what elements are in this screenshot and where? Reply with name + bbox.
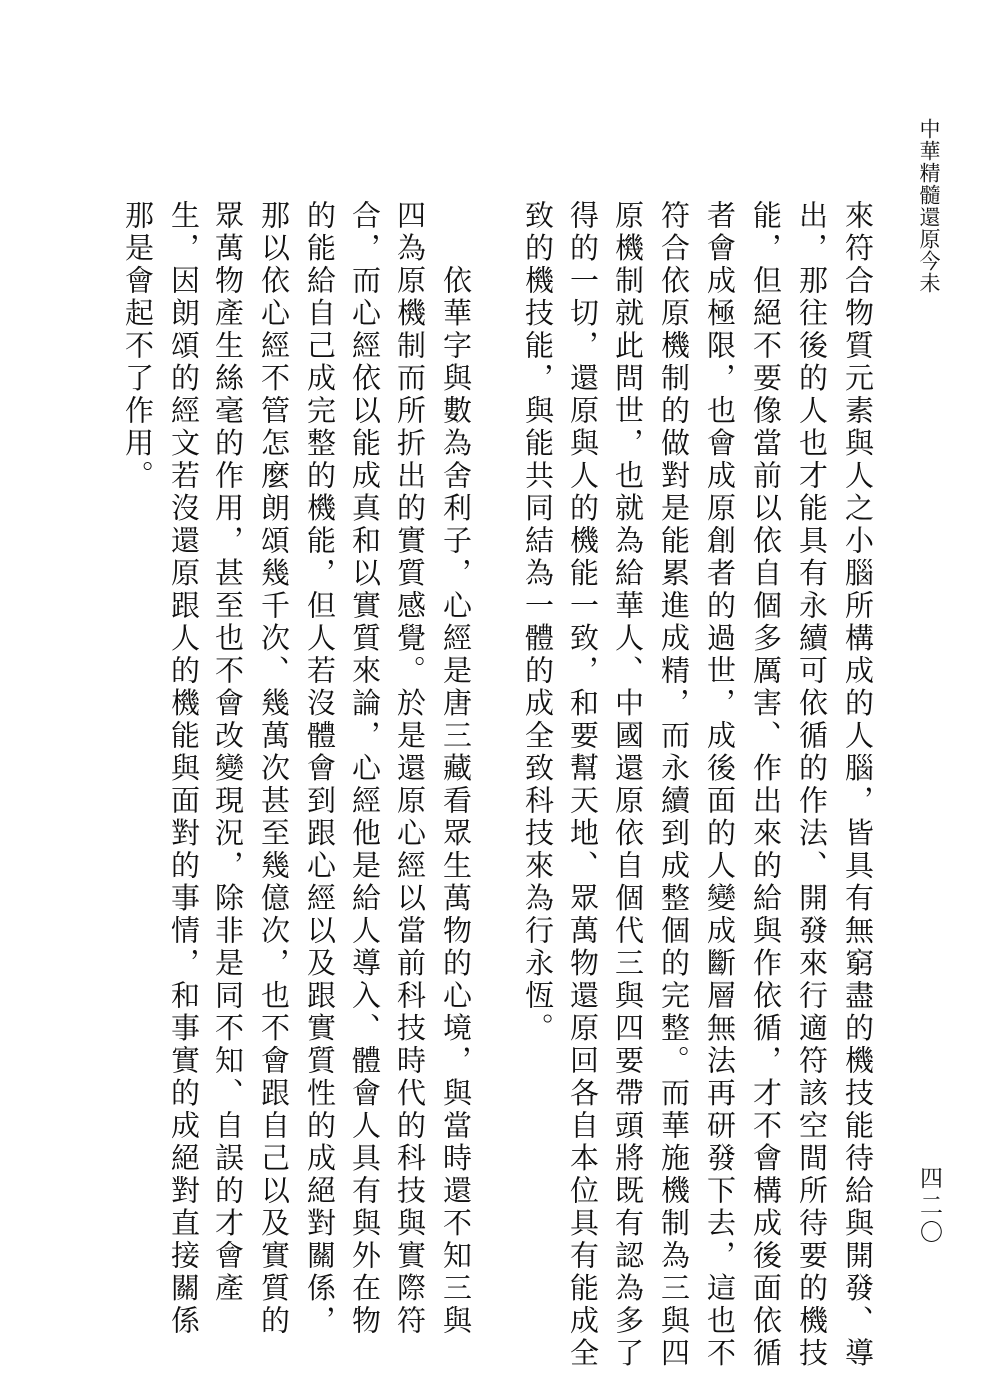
text-column-6: 原機制就此問世，也就為給華人、中國還原依自個代三與四要帶頭將既有認為多了	[611, 200, 645, 1370]
text-column-11: 四為原機制而所折出的實質感覺。於是還原心經以當前科技時代的科技與實際符	[393, 200, 427, 1338]
text-column-8: 致的機技能，與能共同結為一體的成全致科技來為行永恆。	[521, 200, 555, 1045]
text-column-7: 得的一切，還原與人的機能一致，和要幫天地、眾萬物還原回各自本位具有能成全	[566, 200, 600, 1370]
page-number: 四二〇	[916, 1166, 942, 1247]
running-title: 中華精髓還原今未	[917, 118, 941, 294]
text-column-3: 能，但絕不要像當前以依自個多厲害、作出來的給與作依循，才不會構成後面依循	[749, 200, 783, 1370]
text-column-5: 符合依原機制的做對是能累進成精，而永續到成整個的完整。而華施機制為三與四	[657, 200, 691, 1370]
text-column-2: 出，那往後的人也才能具有永續可依循的作法、開發來行適符該空間所待要的機技	[795, 200, 829, 1370]
text-column-17: 那是會起不了作用。	[121, 200, 155, 493]
text-column-4: 者會成極限，也會成原創者的過世，成後面的人變成斷層無法再研發下去，這也不	[703, 200, 737, 1370]
text-column-1: 來符合物質元素與人之小腦所構成的人腦，皆具有無窮盡的機技能待給與開發、導	[841, 200, 875, 1370]
text-column-10: 依華字與數為舍利子，心經是唐三藏看眾生萬物的心境，與當時還不知三與	[439, 200, 473, 1338]
text-column-16: 生，因朗頌的經文若沒還原跟人的機能與面對的事情，和事實的成絕對直接關係	[167, 200, 201, 1338]
text-column-14: 那以依心經不管怎麼朗頌幾千次、幾萬次甚至幾億次，也不會跟自己以及實質的	[257, 200, 291, 1338]
text-column-15: 眾萬物產生絲毫的作用，甚至也不會改變現況，除非是同不知、自誤的才會產	[211, 200, 245, 1305]
text-column-12: 合，而心經依以能成真和以實質來論，心經他是給人導入、體會人具有與外在物	[348, 200, 382, 1338]
text-column-13: 的能給自己成完整的機能，但人若沒體會到跟心經以及跟實質性的成絕對關係，	[303, 200, 337, 1338]
